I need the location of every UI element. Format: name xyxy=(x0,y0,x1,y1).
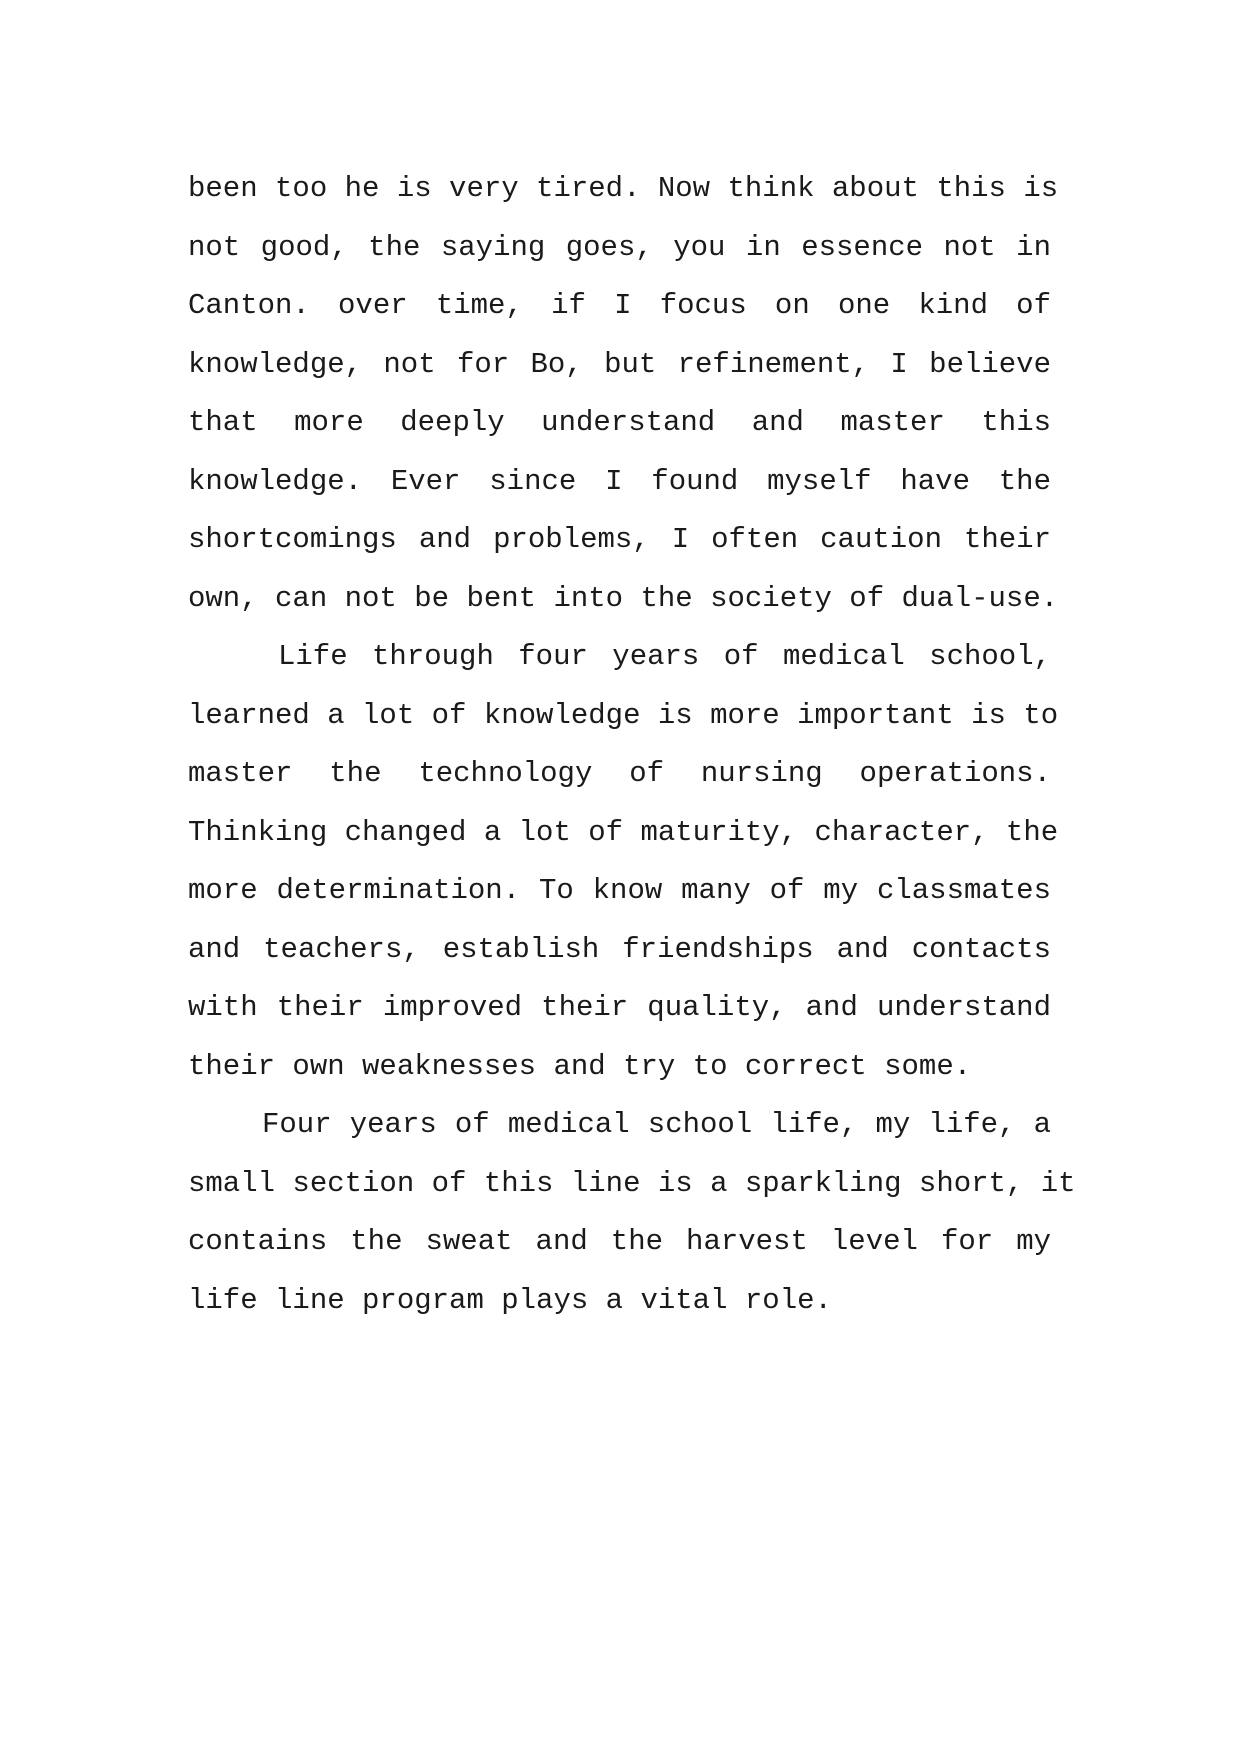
text-line: their own weaknesses and try to correct some. xyxy=(188,1049,972,1083)
text-line: contains the sweat and the harvest level for my xyxy=(188,1225,1051,1258)
text-line: master the technology of nursing operations. xyxy=(188,757,1051,790)
text-line: not good, the saying goes, you in essence not in xyxy=(188,230,1051,264)
body-text xyxy=(188,160,1076,1330)
text-line: more determination. To know many of my classmates xyxy=(188,874,1051,907)
paragraph-2 xyxy=(188,628,1059,1096)
text-line: and teachers, establish friendships and contacts xyxy=(188,932,1051,966)
text-line: knowledge, not for Bo, but refinement, I believe xyxy=(188,347,1051,381)
text-line: own, can not be bent into the society of dual-use. xyxy=(188,581,1059,615)
text-line: life line program plays a vital role. xyxy=(188,1283,832,1317)
text-line: small section of this line is a sparkling short, it xyxy=(188,1166,1076,1200)
text-line: shortcomings and problems, I often caution their xyxy=(188,523,1051,556)
text-line: that more deeply understand and master this xyxy=(188,406,1051,439)
text-line: learned a lot of knowledge is more important is to xyxy=(188,698,1059,732)
text-line: Thinking changed a lot of maturity, character, the xyxy=(188,815,1059,849)
text-line: Canton. over time, if I focus on one kind of xyxy=(188,289,1051,322)
text-line: been too he is very tired. Now think about this is xyxy=(188,172,1059,205)
paragraph-1 xyxy=(188,160,1059,628)
text-line: Four years of medical school life, my life, a xyxy=(262,1108,1051,1141)
text-line: Life through four years of medical school, xyxy=(278,640,1051,673)
text-line: with their improved their quality, and understand xyxy=(188,991,1051,1024)
text-line: knowledge. Ever since I found myself have the xyxy=(188,464,1051,498)
paragraph-3 xyxy=(188,1096,1076,1330)
